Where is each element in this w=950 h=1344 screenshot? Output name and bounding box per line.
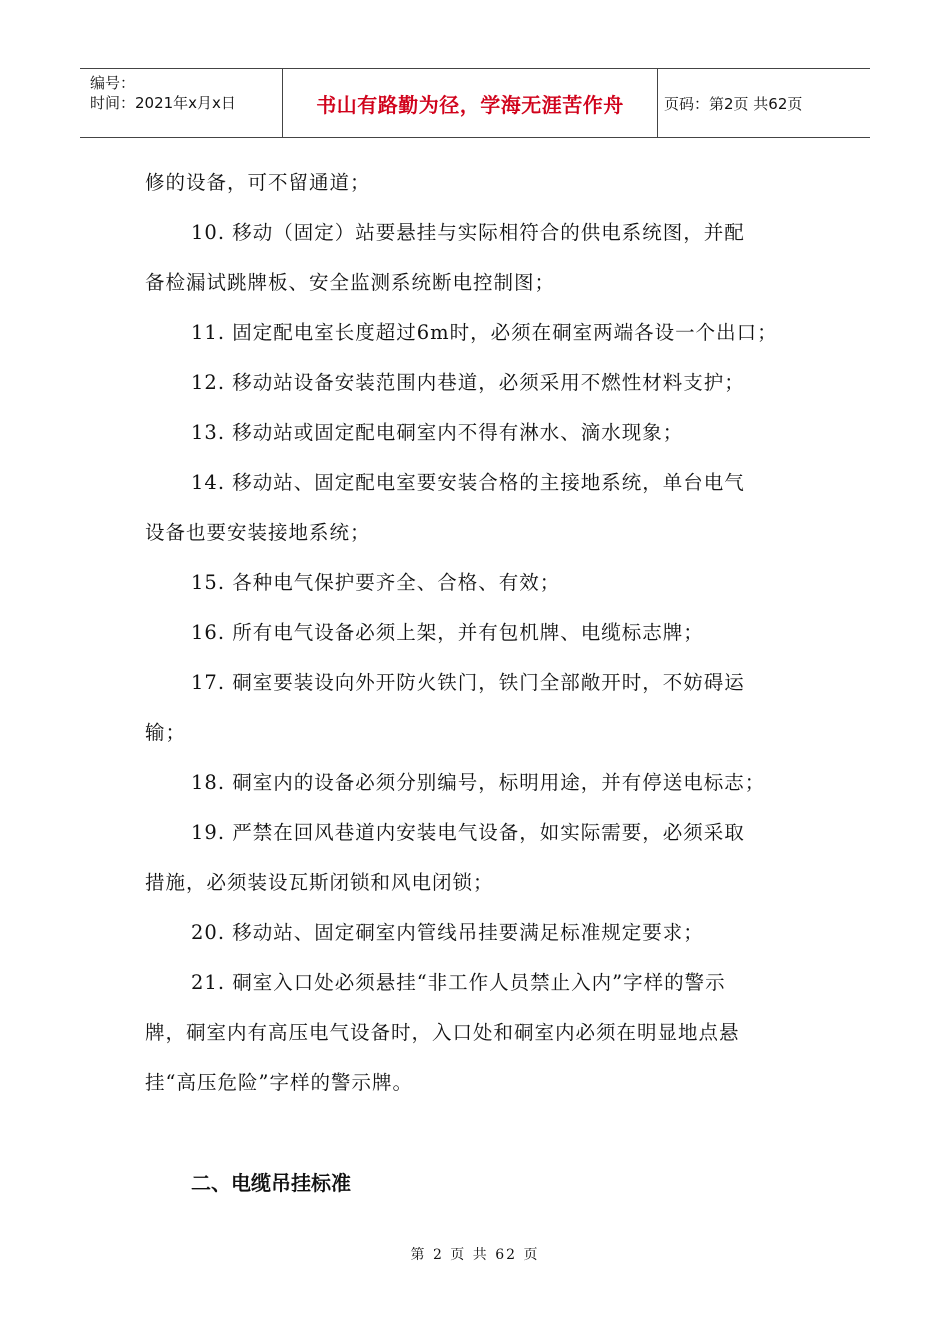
body-line: 修的设备，可不留通道； (145, 171, 371, 194)
body-line: 19. 严禁在回风巷道内安装电气设备，如实际需要，必须采取 (191, 821, 745, 844)
body-line: 输； (145, 721, 187, 744)
page-header (80, 68, 870, 138)
body-line: 15. 各种电气保护要齐全、合格、有效； (191, 571, 561, 594)
body-line: 12. 移动站设备安装范围内巷道，必须采用不燃性材料支护； (191, 371, 745, 394)
header-motto-cell (282, 69, 658, 137)
page-footer: 第 2 页 共 62 页 (410, 1247, 540, 1263)
body-line: 牌，硐室内有高压电气设备时，入口处和硐室内必须在明显地点悬 (145, 1021, 740, 1044)
body-line: 18. 硐室内的设备必须分别编号，标明用途，并有停送电标志； (191, 771, 766, 794)
body-line: 16. 所有电气设备必须上架，并有包机牌、电缆标志牌； (191, 621, 704, 644)
body-line: 11. 固定配电室长度超过6m时，必须在硐室两端各设一个出口； (191, 321, 778, 344)
body-line: 10. 移动（固定）站要悬挂与实际相符合的供电系统图，并配 (191, 221, 745, 244)
header-page-info (658, 69, 870, 137)
document-number-label: 编号： (90, 74, 136, 92)
document-time-label: 时间：2021年x月x日 (90, 94, 236, 112)
body-line: 备检漏试跳牌板、安全监测系统断电控制图； (145, 271, 556, 294)
body-line: 20. 移动站、固定硐室内管线吊挂要满足标准规定要求； (191, 921, 704, 944)
body-line: 挂“高压危险”字样的警示牌。 (145, 1071, 413, 1094)
section-gap (145, 1108, 810, 1158)
page-info-text: 页码：第2页 共62页 (664, 94, 803, 113)
section-heading: 二、电缆吊挂标准 (191, 1171, 351, 1195)
header-meta (80, 69, 282, 137)
body-line: 设备也要安装接地系统； (145, 521, 371, 544)
body-line: 21. 硐室入口处必须悬挂“非工作人员禁止入内”字样的警示 (191, 971, 726, 994)
body-line: 14. 移动站、固定配电室要安装合格的主接地系统，单台电气 (191, 471, 745, 494)
document-body (145, 158, 810, 1208)
body-line: 措施，必须装设瓦斯闭锁和风电闭锁； (145, 871, 494, 894)
body-line: 13. 移动站或固定配电硐室内不得有淋水、滴水现象； (191, 421, 684, 444)
body-line: 17. 硐室要装设向外开防火铁门，铁门全部敞开时，不妨碍运 (191, 671, 745, 694)
header-motto: 书山有路勤为径，学海无涯苦作舟 (316, 92, 624, 117)
